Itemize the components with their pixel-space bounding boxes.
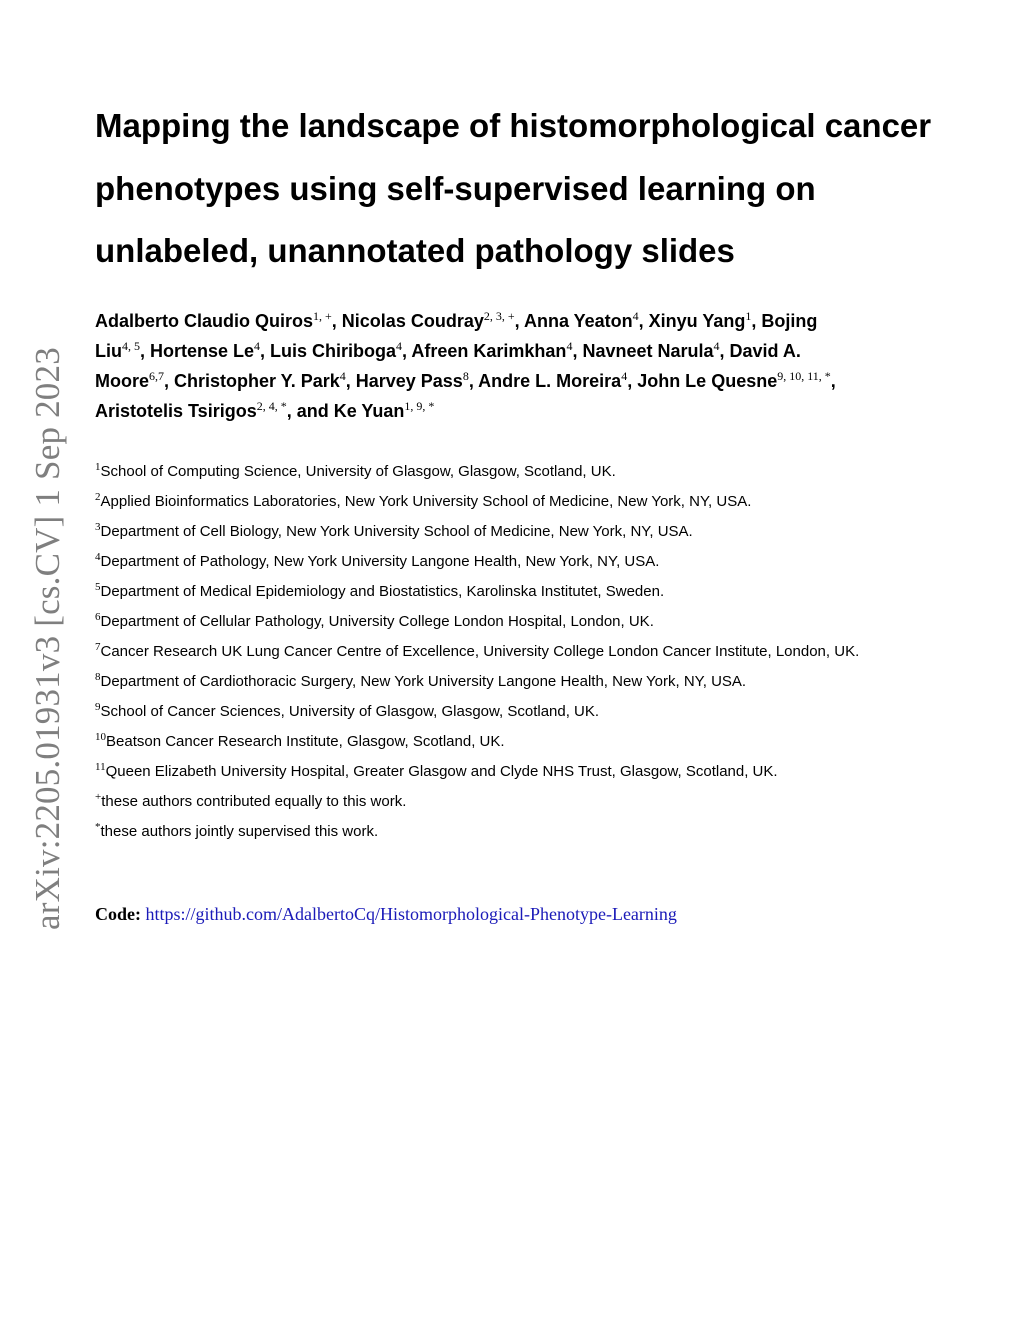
- affiliation-mark: *: [95, 821, 101, 833]
- affiliation-text: School of Cancer Sciences, University of Glasgow, Glasgow, Scotland, UK.: [100, 703, 600, 720]
- author-affiliation-marks: 8: [462, 369, 469, 383]
- author-affiliation-marks: 2, 3, +: [483, 309, 515, 323]
- author-name-text: , Christopher Y. Park: [164, 371, 340, 391]
- author-affiliation-marks: 2, 4, *: [256, 399, 287, 413]
- affiliation-item: [95, 757, 995, 787]
- affiliation-text: these authors contributed equally to this work.: [101, 793, 407, 810]
- author-name-text: Adalberto Claudio Quiros: [95, 311, 314, 331]
- author-name-text: , Hortense Le: [140, 341, 255, 361]
- affiliation-item: [95, 667, 995, 697]
- author-name-text: Liu: [95, 341, 122, 361]
- affiliation-text: Department of Pathology, New York University Langone Health, New York, NY, USA.: [100, 553, 660, 570]
- author-name-text: , John Le Quesne: [627, 371, 778, 391]
- title-line: unlabeled, unannotated pathology slides: [95, 232, 735, 269]
- author-affiliation-marks: 9, 10, 11, *: [777, 369, 831, 383]
- affiliation-mark: +: [95, 791, 102, 803]
- affiliation-mark: 9: [95, 701, 101, 713]
- author-affiliation-marks: 4: [339, 369, 346, 383]
- author-line: [95, 306, 975, 336]
- affiliation-mark: 3: [95, 521, 101, 533]
- author-line: [95, 396, 975, 426]
- author-affiliation-marks: 4: [396, 339, 403, 353]
- author-name-text: Moore: [95, 371, 149, 391]
- author-name-text: , Xinyu Yang: [638, 311, 746, 331]
- affiliation-item: [95, 637, 995, 667]
- author-affiliation-marks: 1, 9, *: [404, 399, 435, 413]
- author-affiliation-marks: 4: [621, 369, 628, 383]
- author-affiliation-marks: 4: [566, 339, 573, 353]
- affiliation-item: [95, 517, 995, 547]
- author-name-text: ,: [830, 371, 836, 391]
- author-affiliation-marks: 1, +: [313, 309, 332, 323]
- affiliation-text: Cancer Research UK Lung Cancer Centre of Excellence, University College London Cancer Institute, London, UK.: [100, 643, 860, 660]
- paper-title: [95, 95, 975, 283]
- author-line: [95, 366, 975, 396]
- author-name-text: , Nicolas Coudray: [331, 311, 484, 331]
- affiliation-item: [95, 577, 995, 607]
- author-name-text: , and Ke Yuan: [286, 401, 405, 421]
- affiliation-item: [95, 817, 995, 847]
- affiliation-item: [95, 487, 995, 517]
- author-list: [95, 306, 975, 426]
- affiliation-text: Department of Medical Epidemiology and Biostatistics, Karolinska Institutet, Sweden.: [100, 583, 665, 600]
- affiliation-mark: 10: [95, 731, 106, 743]
- affiliation-item: [95, 457, 995, 487]
- affiliation-mark: 7: [95, 641, 101, 653]
- affiliation-mark: 4: [95, 551, 101, 563]
- affiliation-item: [95, 727, 995, 757]
- affiliation-mark: 8: [95, 671, 101, 683]
- code-availability: [95, 900, 677, 928]
- author-affiliation-marks: 6,7: [149, 369, 164, 383]
- affiliation-mark: 11: [95, 761, 106, 773]
- affiliation-text: Department of Cellular Pathology, University College London Hospital, London, UK.: [100, 613, 654, 630]
- affiliation-mark: 2: [95, 491, 101, 503]
- author-affiliation-marks: 1: [745, 309, 752, 323]
- affiliation-item: [95, 697, 995, 727]
- author-name-text: , Navneet Narula: [572, 341, 714, 361]
- affiliation-mark: 1: [95, 461, 101, 473]
- title-line: phenotypes using self-supervised learning on: [95, 169, 816, 207]
- author-name-text: , Andre L. Moreira: [468, 371, 622, 391]
- author-name-text: , David A.: [719, 341, 801, 361]
- author-name-text: , Anna Yeaton: [514, 311, 633, 331]
- affiliation-text: Beatson Cancer Research Institute, Glasgow, Scotland, UK.: [106, 733, 505, 750]
- author-affiliation-marks: 4, 5: [122, 339, 140, 353]
- affiliation-text: Queen Elizabeth University Hospital, Greater Glasgow and Clyde NHS Trust, Glasgow, Scotland, UK.: [105, 763, 778, 780]
- arxiv-identifier-stamp: arXiv:2205.01931v3 [cs.CV] 1 Sep 2023: [28, 347, 67, 930]
- code-label: Code:: [95, 904, 141, 924]
- author-name-text: , Harvey Pass: [345, 371, 463, 391]
- author-affiliation-marks: 4: [713, 339, 720, 353]
- affiliation-item: [95, 787, 995, 817]
- affiliation-text: School of Computing Science, University of Glasgow, Glasgow, Scotland, UK.: [100, 463, 616, 480]
- author-name-text: , Afreen Karimkhan: [402, 341, 567, 361]
- author-affiliation-marks: 4: [632, 309, 639, 323]
- affiliation-mark: 6: [95, 611, 101, 623]
- author-name-text: , Luis Chiriboga: [260, 341, 397, 361]
- code-repository-link[interactable]: https://github.com/AdalbertoCq/Histomorphological-Phenotype-Learning: [145, 904, 677, 924]
- affiliation-item: [95, 607, 995, 637]
- affiliation-text: Applied Bioinformatics Laboratories, New York University School of Medicine, New York, NY, USA.: [100, 493, 752, 510]
- author-line: [95, 336, 975, 366]
- affiliation-item: [95, 547, 995, 577]
- affiliation-text: these authors jointly supervised this work.: [100, 823, 379, 840]
- author-name-text: , Bojing: [751, 311, 818, 331]
- affiliation-text: Department of Cardiothoracic Surgery, New York University Langone Health, New York, NY, USA.: [100, 673, 747, 690]
- title-line: Mapping the landscape of histomorphological cancer: [95, 107, 932, 144]
- affiliation-mark: 5: [95, 581, 101, 593]
- author-affiliation-marks: 4: [254, 339, 261, 353]
- author-name-text: Aristotelis Tsirigos: [95, 401, 257, 421]
- affiliation-text: Department of Cell Biology, New York University School of Medicine, New York, NY, USA.: [100, 523, 693, 540]
- affiliation-list: [95, 457, 995, 847]
